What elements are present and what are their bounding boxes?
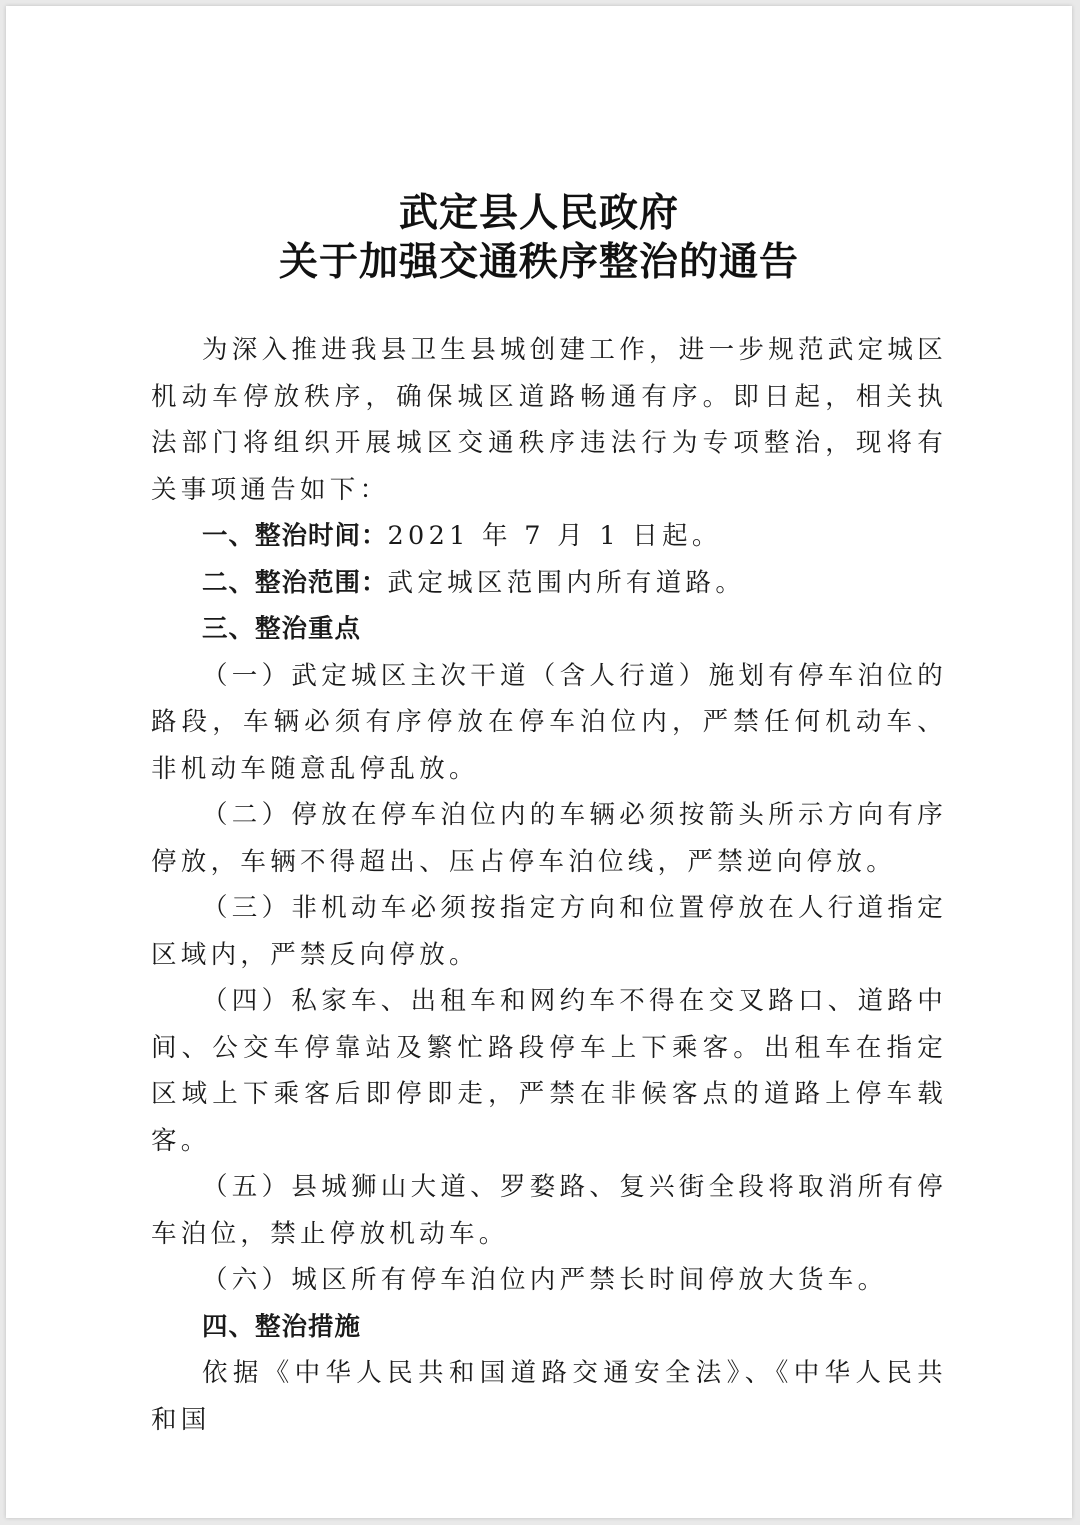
section-4-text: 依据《中华人民共和国道路交通安全法》、《中华人民共和国 (151, 1358, 947, 1435)
list-item: （四）私家车、出租车和网约车不得在交叉路口、道路中间、公交车停靠站及繁忙路段停车上下乘客。出租车在指定区域上下乘客后即停即走，严禁在非候客点的道路上停车载客。 (151, 986, 948, 1156)
document-title-line1: 武定县人民政府 (398, 190, 679, 236)
list-item: （一）武定城区主次干道（含人行道）施划有停车泊位的路段，车辆必须有序停放在停车泊位内，严禁任何机动车、非机动车随意乱停乱放。 (151, 660, 948, 784)
section-1-heading: 一、整治时间： (202, 521, 388, 551)
document-body (151, 327, 947, 1443)
document-title-line2: 关于加强交通秩序整治的通告 (278, 239, 799, 285)
section-3 (151, 606, 947, 653)
section-4-heading: 四、整治措施 (202, 1311, 362, 1342)
section-2-text: 武定城区范围内所有道路。 (387, 567, 746, 598)
section-1 (151, 513, 947, 560)
section-2 (151, 560, 947, 607)
section-1-text: 2021 年 7 月 1 日起。 (387, 521, 722, 551)
section-4 (151, 1304, 947, 1351)
list-item: （三）非机动车必须按指定方向和位置停放在人行道指定区域内，严禁反向停放。 (151, 893, 948, 970)
list-item: （六）城区所有停车泊位内严禁长时间停放大货车。 (202, 1265, 888, 1295)
list-item: （五）县城狮山大道、罗婺路、复兴街全段将取消所有停车泊位，禁止停放机动车。 (151, 1172, 948, 1249)
section-3-heading: 三、整治重点 (202, 614, 362, 644)
list-item: （二）停放在停车泊位内的车辆必须按箭头所示方向有序停放，车辆不得超出、压占停车泊位线，严禁逆向停放。 (151, 800, 948, 877)
section-2-heading: 二、整治范围： (202, 567, 388, 598)
document-page (6, 6, 1072, 1518)
intro-paragraph: 为深入推进我县卫生县城创建工作，进一步规范武定城区机动车停放秩序，确保城区道路畅通有序。即日起，相关执法部门将组织开展城区交通秩序违法行为专项整治，现将有关事项通告如下： (151, 335, 948, 505)
